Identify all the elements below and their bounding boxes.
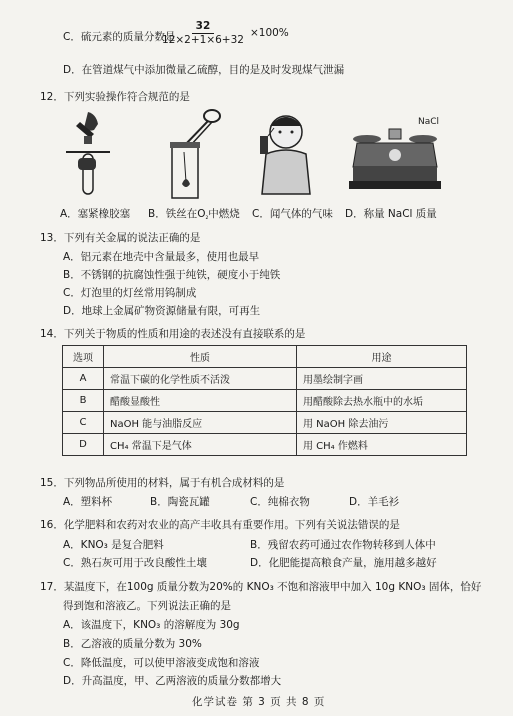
figure-c-smell-gas <box>250 110 325 200</box>
figure-a-stopper <box>58 108 118 198</box>
q16-stem: 16．化学肥料和农药对农业的高产丰收具有重要作用。下列有关说法错误的是 <box>40 519 400 531</box>
q17-option-d: D．升高温度，甲、乙两溶液的质量分数都增大 <box>63 675 282 687</box>
page-footer: 化学试卷 第 3 页 共 8 页 <box>192 696 326 708</box>
q16-option-a: A．KNO₃ 是复合肥料 <box>63 539 164 551</box>
table-cell: C <box>63 412 104 434</box>
q11-fraction-suffix: ×100% <box>249 26 289 39</box>
q14-table <box>62 345 467 456</box>
table-row <box>63 390 467 412</box>
q17-stem-line1: 17．某温度下，在100g 质量分数为20%的 KNO₃ 不饱和溶液甲中加入 10g KNO₃ 固体，恰好 <box>40 581 482 593</box>
q13-option-c: C．灯泡里的灯丝常用钨制成 <box>63 287 197 299</box>
q15-stem: 15．下列物品所使用的材料，属于有机合成材料的是 <box>40 477 285 489</box>
figure-b-iron-burning <box>160 106 235 201</box>
q17-option-c: C．降低温度，可以使甲溶液变成饱和溶液 <box>63 657 260 669</box>
q12-option-a: A．塞紧橡胶塞 <box>60 208 131 220</box>
q13-option-d: D．地球上金属矿物资源储量有限，可再生 <box>63 305 261 317</box>
table-cell: NaOH 能与油脂反应 <box>104 412 297 434</box>
q12-option-b: B．铁丝在$O_{_2}$中燃烧 <box>148 208 240 221</box>
header-property: 性质 <box>104 346 297 368</box>
q17-stem-line2: 得到饱和溶液乙。下列说法正确的是 <box>63 600 231 612</box>
header-usage: 用途 <box>297 346 467 368</box>
q12-option-c: C．闻气体的气味 <box>252 208 333 220</box>
table-cell: B <box>63 390 104 412</box>
q15-option-c: C．纯棉衣物 <box>250 496 310 508</box>
table-cell: 用醋酸除去热水瓶中的水垢 <box>297 390 467 412</box>
table-cell: 用 NaOH 除去油污 <box>297 412 467 434</box>
nacl-label: NaCl <box>418 117 440 127</box>
table-cell: D <box>63 434 104 456</box>
q16-option-b: B．残留农药可通过农作物转移到人体中 <box>250 539 436 551</box>
q15-option-a: A．塑料杯 <box>63 496 113 508</box>
q11-fraction-numerator: 32 <box>192 20 215 34</box>
q15-option-b: B．陶瓷瓦罐 <box>150 496 210 508</box>
table-row <box>63 368 467 390</box>
table-row <box>63 434 467 456</box>
q11-fraction-denominator: 12×2+1×6+32 <box>162 34 244 46</box>
q13-option-a: A．铝元素在地壳中含量最多，使用也最早 <box>63 251 260 263</box>
table-cell: A <box>63 368 104 390</box>
q17-option-b: B．乙溶液的质量分数为 30% <box>63 638 202 650</box>
q11-option-d: D．在管道煤气中添加微量乙硫醇，目的是及时发现煤气泄漏 <box>63 64 345 76</box>
q14-stem: 14．下列关于物质的性质和用途的表述没有直接联系的是 <box>40 328 306 340</box>
q13-option-b: B．不锈钢的抗腐蚀性强于纯铁，硬度小于纯铁 <box>63 269 281 281</box>
table-header-row <box>63 346 467 368</box>
q17-option-a: A．该温度下，KNO₃ 的溶解度为 30g <box>63 619 240 631</box>
table-cell: CH₄ 常温下是气体 <box>104 434 297 456</box>
table-row <box>63 412 467 434</box>
header-option: 选项 <box>63 346 104 368</box>
q11-option-c-label: C．硫元素的质量分数是 <box>63 31 176 43</box>
q16-option-d: D．化肥能提高粮食产量，施用越多越好 <box>250 557 437 569</box>
q12-stem: 12．下列实验操作符合规范的是 <box>40 91 190 103</box>
table-cell: 常温下碳的化学性质不活泼 <box>104 368 297 390</box>
table-cell: 醋酸显酸性 <box>104 390 297 412</box>
figure-d-balance <box>345 115 445 200</box>
table-cell: 用 CH₄ 作燃料 <box>297 434 467 456</box>
q15-option-d: D．羊毛衫 <box>349 496 400 508</box>
q16-option-c: C．熟石灰可用于改良酸性土壤 <box>63 557 207 569</box>
q13-stem: 13．下列有关金属的说法正确的是 <box>40 232 201 244</box>
q12-option-d: D．称量 NaCl 质量 <box>345 208 437 220</box>
table-cell: 用墨绘制字画 <box>297 368 467 390</box>
q11-fraction <box>158 20 289 47</box>
